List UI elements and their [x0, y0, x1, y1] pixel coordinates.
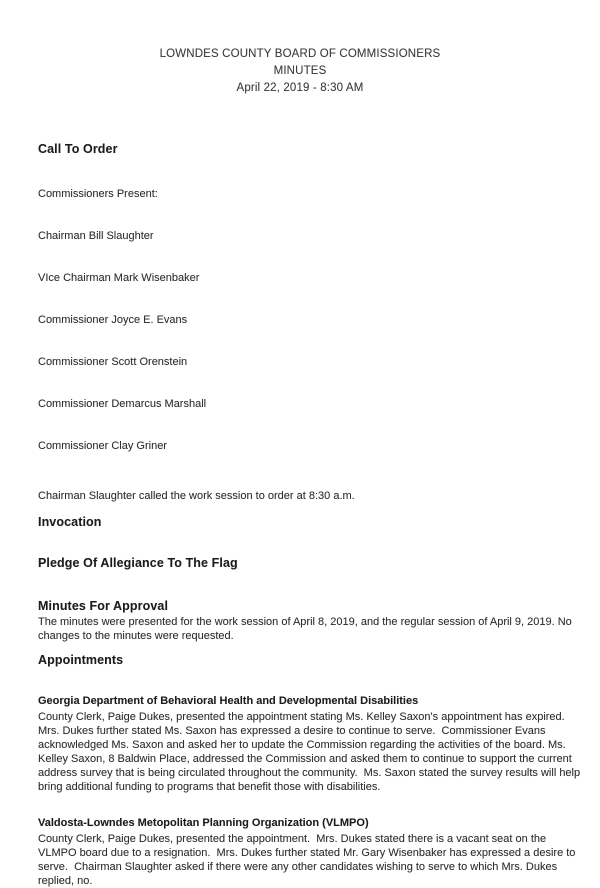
commissioners-roster: [38, 159, 583, 481]
document-datetime: April 22, 2019 - 8:30 AM: [236, 82, 364, 94]
section-heading-pledge: Pledge Of Allegiance To The Flag: [38, 556, 238, 570]
section-heading-invocation: Invocation: [38, 515, 102, 529]
appointment-heading-vlmpo: Valdosta-Lowndes Metopolitan Planning Organization (VLMPO): [38, 817, 369, 829]
commissioner-row: VIce Chairman Mark Wisenbaker: [38, 272, 200, 284]
document-header: [0, 0, 600, 97]
commissioner-row: Commissioner Demarcus Marshall: [38, 398, 207, 410]
appointment-body-vlmpo: County Clerk, Paige Dukes, presented the appointment. Mrs. Dukes stated there is a vacant seat on the VLMPO board due to a resignation. Mrs. Dukes further stated Mr. Gary Wisenbaker has expressed a desire to serve. Chairman Slaughter asked if there were any other candidates wishing to serve to which Mrs. Dukes replied, no.: [38, 833, 579, 887]
document-subtitle: MINUTES: [273, 65, 327, 77]
appointment-body-gdbhdd: County Clerk, Paige Dukes, presented the appointment stating Ms. Kelley Saxon's appointment has expired. Mrs. Dukes further stated Ms. Saxon has expressed a desire to continue to serve. Commissioner Evans acknowledged Ms. Saxon and asked her to update the Commission regarding the activities of the board. Ms. Kelley Saxon, 8 Baldwin Place, addressed the Commission and asked them to continue to support the current address survey that is being circulated throughout the community. Ms. Saxon stated the survey results will help bring additional funding to programs that benefit those with disabilities.: [38, 711, 584, 793]
document-title: LOWNDES COUNTY BOARD OF COMMISSIONERS: [159, 48, 441, 60]
section-heading-minutes-for-approval: Minutes For Approval: [38, 599, 169, 613]
commissioner-row: Commissioner Joyce E. Evans: [38, 314, 188, 326]
section-heading-appointments: Appointments: [38, 653, 124, 667]
commissioners-present-label: Commissioners Present:: [38, 188, 158, 200]
commissioner-row: Commissioner Clay Griner: [38, 440, 167, 452]
appointment-heading-gdbhdd: Georgia Department of Behavioral Health and Developmental Disabilities: [38, 695, 419, 707]
commissioner-row: Chairman Bill Slaughter: [38, 230, 154, 242]
minutes-for-approval-body: The minutes were presented for the work session of April 8, 2019, and the regular session of April 9, 2019. No changes to the minutes were requested.: [38, 616, 575, 642]
call-to-order-note: Chairman Slaughter called the work session to order at 8:30 a.m.: [38, 490, 355, 502]
document-body: [38, 142, 583, 888]
commissioner-row: Commissioner Scott Orenstein: [38, 356, 188, 368]
section-heading-call-to-order: Call To Order: [38, 142, 118, 156]
